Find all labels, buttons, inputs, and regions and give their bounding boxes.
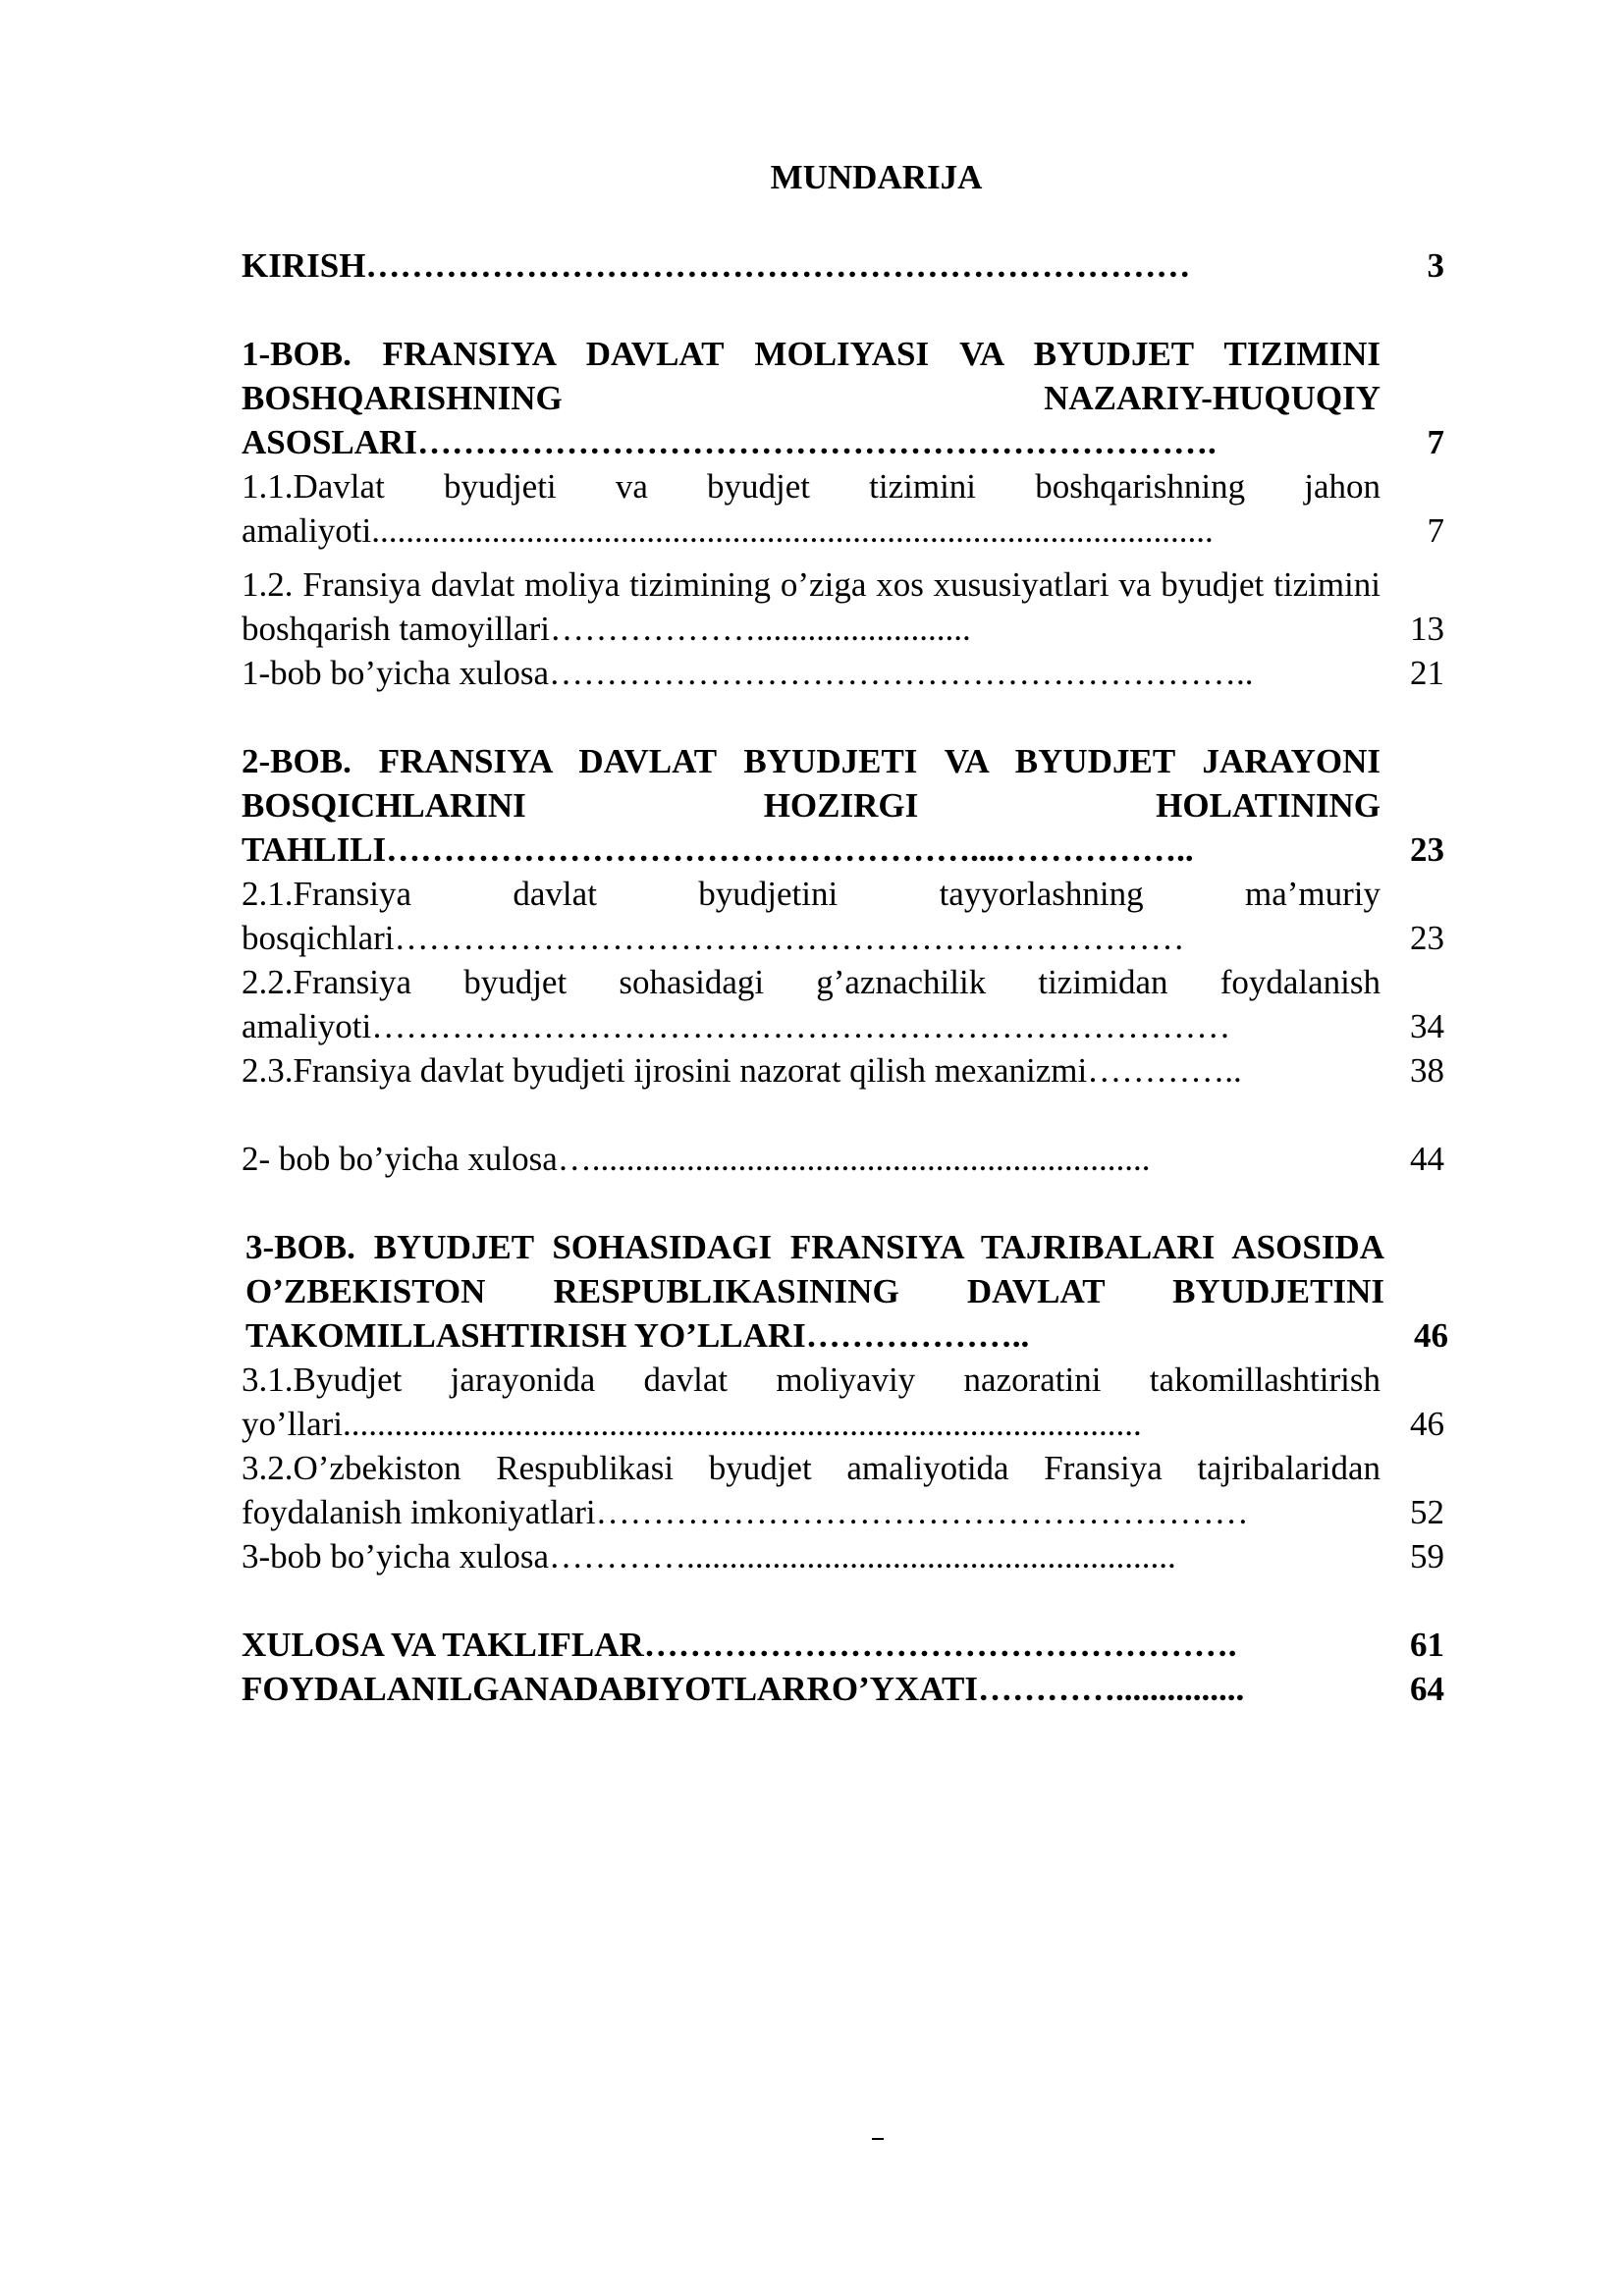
toc-entry-text: 2-BOB. FRANSIYA DAVLAT BYUDJETI VA BYUDJET JARAYONI BOSQICHLARINI HOZIRGI HOLATINING TAHLILI……………………………………………....……………..	[242, 742, 1380, 869]
toc-entry-text: 3.2.O’zbekiston Respublikasi byudjet amaliyotida Fransiya tajribalaridan foydalanish imkoniyatlari…………………………………………………	[242, 1449, 1380, 1531]
toc-entry-page: 59	[1410, 1537, 1444, 1575]
toc-entry-text: 1.2. Fransiya davlat moliya tizimining o’ziga xos xususiyatlari va byudjet tizimini boshqarish tamoyillari……………….........................	[242, 565, 1380, 648]
toc-entry-page: 46	[1410, 1405, 1444, 1443]
toc-entry-chapter-2-summary	[242, 1137, 1444, 1181]
toc-entry-introduction	[242, 243, 1444, 288]
table-of-contents	[242, 243, 1448, 1711]
toc-entry-text: 1-BOB. FRANSIYA DAVLAT MOLIYASI VA BYUDJET TIZIMINI BOSHQARISHNING NAZARIY-HUQUQIY ASOSLARI…………………………………………………………….	[242, 335, 1380, 461]
toc-entry-section-3-1	[242, 1358, 1444, 1446]
toc-entry-page: 7	[1427, 423, 1444, 461]
toc-entry-page: 46	[1414, 1316, 1448, 1355]
toc-entry-chapter-3-summary	[242, 1534, 1444, 1578]
toc-entry-text: 1.1.Davlat byudjeti va byudjet tizimini boshqarishning jahon amaliyoti..................................................................................................	[242, 467, 1380, 550]
toc-entry-section-2-1	[242, 872, 1444, 960]
toc-entry-page: 44	[1410, 1140, 1444, 1178]
page-footer-mark	[872, 2138, 884, 2140]
toc-entry-chapter-1	[242, 332, 1444, 464]
toc-entry-page: 34	[1410, 1007, 1444, 1045]
toc-entry-text: 1-bob bo’yicha xulosa……………………………………………………..	[242, 654, 1254, 692]
toc-entry-section-2-3	[242, 1048, 1444, 1093]
page-title: MUNDARIJA	[770, 158, 983, 196]
toc-entry-text: 2.1.Fransiya davlat byudjetini tayyorlashning ma’muriy bosqichlari……………………………………………………………	[242, 875, 1380, 957]
toc-entry-page: 23	[1410, 919, 1444, 957]
toc-entry-text: XULOSA VA TAKLIFLAR…………………………………………….	[242, 1626, 1237, 1664]
toc-entry-text: FOYDALANILGANADABIYOTLARRO’YXATI…………...............	[242, 1670, 1245, 1708]
toc-entry-page: 23	[1410, 830, 1444, 869]
toc-entry-section-1-2	[242, 562, 1444, 651]
toc-entry-chapter-1-summary	[242, 651, 1444, 695]
toc-entry-bibliography	[242, 1667, 1444, 1711]
toc-entry-chapter-2	[242, 739, 1444, 872]
toc-entry-section-1-1	[242, 464, 1444, 553]
toc-entry-text: 2.3.Fransiya davlat byudjeti ijrosini nazorat qilish mexanizmi…………..	[242, 1051, 1242, 1090]
toc-entry-section-2-2	[242, 960, 1444, 1048]
toc-entry-page: 21	[1410, 654, 1444, 692]
toc-entry-page: 64	[1410, 1670, 1444, 1708]
toc-entry-text: 3-BOB. BYUDJET SOHASIDAGI FRANSIYA TAJRIBALARI ASOSIDA O’ZBEKISTON RESPUBLIKASINING DAVLAT BYUDJETINI TAKOMILLASHTIRISH YO’LLARI………………..	[245, 1228, 1384, 1355]
toc-entry-page: 38	[1410, 1051, 1444, 1090]
toc-entry-page: 7	[1427, 511, 1444, 550]
toc-entry-conclusions	[242, 1623, 1444, 1667]
toc-entry-section-3-2	[242, 1446, 1444, 1534]
toc-entry-text: 3.1.Byudjet jarayonida davlat moliyaviy nazoratini takomillashtirish yo’llari.............................................................................................	[242, 1361, 1380, 1443]
toc-entry-page: 52	[1410, 1493, 1444, 1531]
toc-entry-text: 2- bob bo’yicha xulosa….................................................................	[242, 1140, 1151, 1178]
toc-entry-text: 2.2.Fransiya byudjet sohasidagi g’aznachilik tizimidan foydalanish amaliyoti…………………………………………………………………	[242, 963, 1380, 1045]
toc-entry-chapter-3	[242, 1225, 1448, 1358]
toc-entry-text: KIRISH………………………………………………………………	[242, 246, 1191, 285]
toc-entry-page: 3	[1427, 246, 1444, 285]
toc-entry-text: 3-bob bo’yicha xulosa………….........................................................	[242, 1537, 1176, 1575]
toc-entry-page: 13	[1410, 610, 1444, 648]
toc-entry-page: 61	[1410, 1626, 1444, 1664]
